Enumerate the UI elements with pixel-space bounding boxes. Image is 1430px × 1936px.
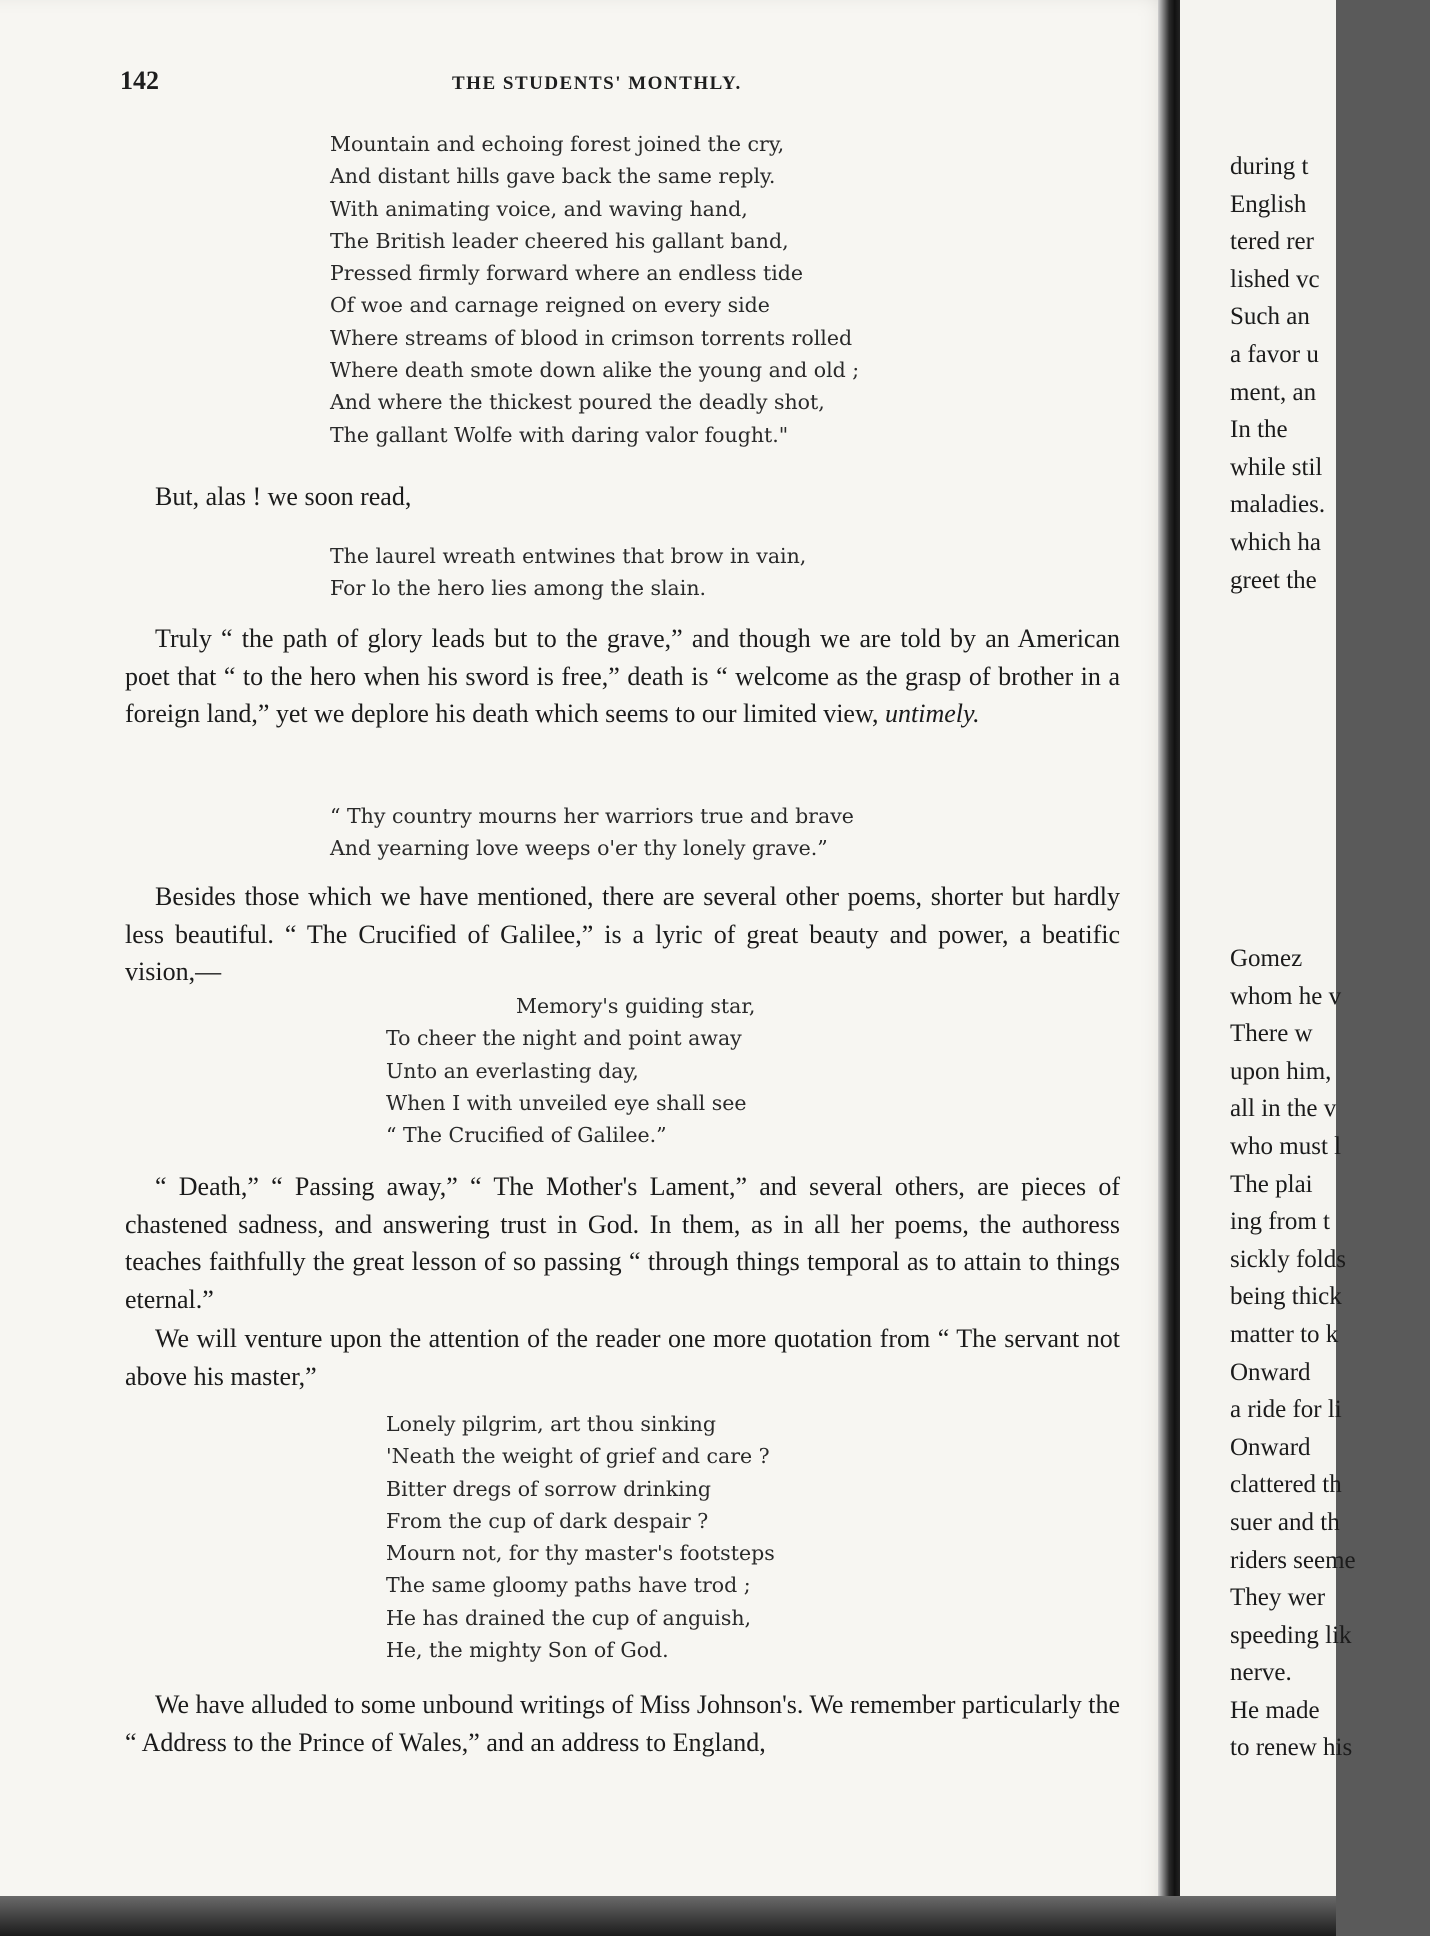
- right-page-line: to renew his: [1230, 1734, 1353, 1762]
- right-page-line: sickly folds: [1230, 1245, 1346, 1273]
- right-page-line: There w: [1230, 1020, 1313, 1048]
- right-page-line: which ha: [1230, 528, 1321, 556]
- right-page-line: being thick: [1230, 1283, 1342, 1311]
- verse-line: Lonely pilgrim, art thou sinking: [386, 1412, 716, 1436]
- verse-line: Pressed firmly forward where an endless tide: [330, 261, 804, 286]
- verse-line: Where streams of blood in crimson torrents rolled: [330, 325, 853, 350]
- right-page-line: ing from t: [1230, 1208, 1330, 1236]
- right-page-text-bottom: [1230, 940, 1430, 1767]
- scan-bottom-edge: [0, 1896, 1336, 1936]
- right-page-line: Gomez: [1230, 945, 1303, 972]
- verse-line: Unto an everlasting day,: [386, 1058, 639, 1083]
- verse-line: To cheer the night and point away: [386, 1026, 742, 1051]
- right-page-line: Such an: [1230, 303, 1310, 331]
- running-title: THE STUDENTS' MONTHLY.: [452, 73, 742, 94]
- right-page-line: during t: [1230, 153, 1309, 180]
- page-number: 142: [120, 66, 159, 95]
- right-page-text-top: [1230, 148, 1430, 599]
- right-page-line: clattered th: [1230, 1471, 1342, 1499]
- verse-line: The laurel wreath entwines that brow in vain,: [330, 544, 807, 568]
- right-page-line: a favor u: [1230, 340, 1319, 368]
- paragraph-text: We have alluded to some unbound writings of Miss Johnson's. We remember particularly the “ Address to the Prince of Wales,” and an address to England,: [125, 1690, 1120, 1757]
- right-page-line: nerve.: [1230, 1659, 1292, 1687]
- verse-line: The gallant Wolfe with daring valor fought.": [330, 422, 789, 447]
- right-page-line: all in the v: [1230, 1095, 1337, 1123]
- paragraph-alluded: [125, 1686, 1120, 1761]
- verse-pilgrim: [386, 1408, 775, 1666]
- verse-line: Mourn not, for thy master's footsteps: [386, 1541, 775, 1566]
- paragraph-text: But, alas ! we soon read,: [155, 482, 412, 511]
- right-page-line: suer and th: [1230, 1508, 1340, 1536]
- paragraph-truly: [125, 620, 1120, 733]
- right-page-line: English: [1230, 190, 1307, 218]
- verse-line: With animating voice, and waving hand,: [330, 196, 748, 221]
- verse-line: “ Thy country mourns her warriors true and brave: [330, 804, 854, 828]
- paragraph-besides: [125, 878, 1120, 991]
- verse-laurel: [330, 540, 806, 605]
- verse-line: Where death smote down alike the young and old ;: [330, 358, 860, 383]
- verse-line: The British leader cheered his gallant band,: [330, 228, 789, 253]
- right-page-line: ment, an: [1230, 378, 1317, 406]
- verse-wolfe: [330, 128, 859, 451]
- right-page-line: matter to k: [1230, 1320, 1339, 1348]
- verse-line: 'Neath the weight of grief and care ?: [386, 1444, 770, 1469]
- verse-crucified: [386, 990, 755, 1151]
- right-page-line: upon him,: [1230, 1057, 1332, 1085]
- right-page-line: They wer: [1230, 1584, 1326, 1612]
- italic-word: untimely.: [885, 699, 980, 728]
- paragraph-text: Besides those which we have mentioned, there are several other poems, shorter but hardly less beautiful. “ The Crucified of Galilee,” is a lyric of great beauty and power, a beatific vision,—: [125, 882, 1120, 986]
- paragraph-text: Truly “ the path of glory leads but to the grave,” and though we are told by an American poet that “ to the hero when his sword is free,” death is “ welcome as the grasp of brother in a foreign land,” yet we deplore his death which seems to our limited view,: [125, 624, 1120, 728]
- verse-line: From the cup of dark despair ?: [386, 1508, 709, 1533]
- verse-line: Of woe and carnage reigned on every side: [330, 293, 770, 318]
- right-page-line: greet the: [1230, 566, 1317, 594]
- right-page-line: while stil: [1230, 453, 1323, 481]
- verse-line: For lo the hero lies among the slain.: [330, 576, 707, 601]
- verse-line: He has drained the cup of anguish,: [386, 1605, 752, 1630]
- right-page-line: speeding lik: [1230, 1621, 1352, 1649]
- verse-line: Mountain and echoing forest joined the cry,: [330, 132, 785, 156]
- right-page-line: He made: [1230, 1696, 1320, 1724]
- verse-line: “ The Crucified of Galilee.”: [386, 1123, 667, 1148]
- right-page-line: Onward: [1230, 1433, 1311, 1461]
- verse-line: The same gloomy paths have trod ;: [386, 1573, 751, 1598]
- paragraph-alas: [125, 478, 1120, 516]
- right-page-line: tered rer: [1230, 228, 1314, 256]
- right-page-line: In the: [1230, 416, 1288, 444]
- verse-line: When I with unveiled eye shall see: [386, 1090, 747, 1115]
- paragraph-death: [125, 1168, 1120, 1318]
- right-page-line: whom he v: [1230, 982, 1342, 1010]
- right-page-line: lished vc: [1230, 265, 1320, 293]
- right-page-line: Onward: [1230, 1358, 1311, 1386]
- verse-line: And where the thickest poured the deadly shot,: [330, 390, 825, 415]
- right-page-line: The plai: [1230, 1170, 1313, 1198]
- paragraph-text: We will venture upon the attention of the reader one more quotation from “ The servant not above his master,”: [125, 1324, 1120, 1391]
- right-page-line: maladies.: [1230, 491, 1326, 519]
- verse-line: He, the mighty Son of God.: [386, 1638, 669, 1663]
- verse-line: And yearning love weeps o'er thy lonely grave.”: [330, 836, 828, 861]
- verse-line: Bitter dregs of sorrow drinking: [386, 1476, 712, 1501]
- right-page-line: a ride for li: [1230, 1396, 1342, 1424]
- paragraph-text: “ Death,” “ Passing away,” “ The Mother's Lament,” and several others, are pieces of chastened sadness, and answering trust in God. In them, as in all her poems, the authoress teaches faithfully the great lesson of so passing “ through things temporal as to attain to things eternal.”: [125, 1172, 1120, 1314]
- verse-country: [330, 800, 854, 865]
- paragraph-venture: [125, 1320, 1120, 1395]
- verse-line: Memory's guiding star,: [516, 994, 756, 1018]
- verse-line: And distant hills gave back the same reply.: [330, 164, 776, 189]
- right-page-line: who must l: [1230, 1132, 1342, 1160]
- right-page-line: riders seeme: [1230, 1546, 1356, 1574]
